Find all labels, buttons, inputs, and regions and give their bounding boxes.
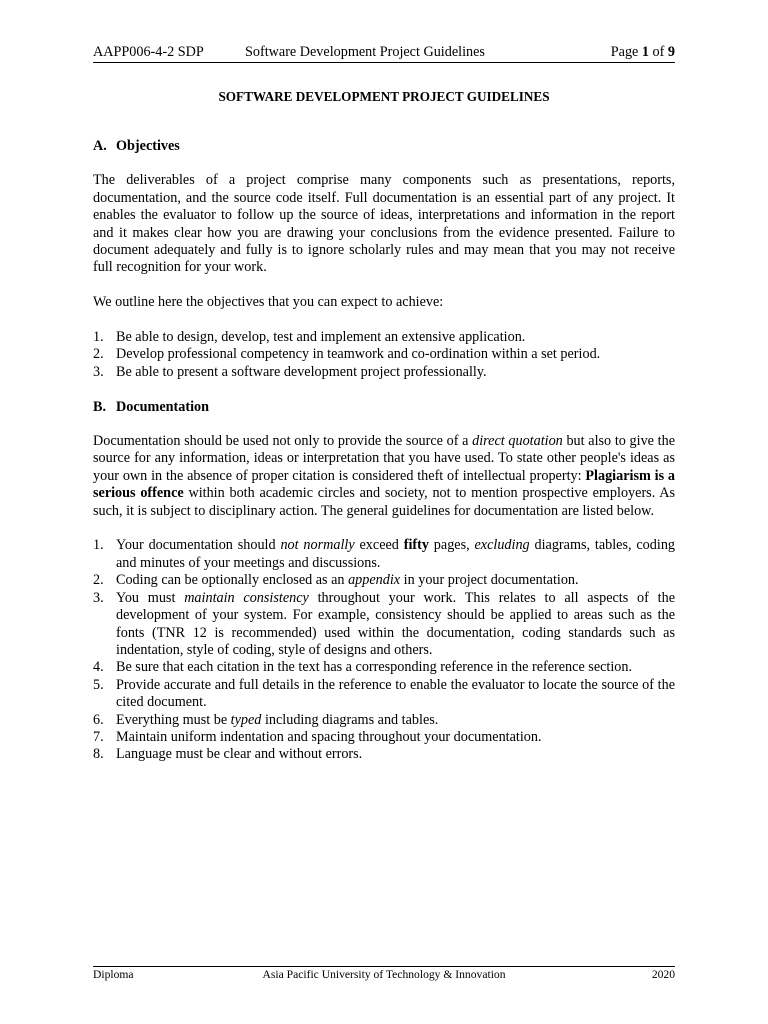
page-footer (93, 966, 675, 982)
section-a-heading: A. Objectives (93, 138, 180, 154)
document-title: SOFTWARE DEVELOPMENT PROJECT GUIDELINES (218, 89, 550, 104)
list-item: 3. You must maintain consistency throughout your work. This relates to all aspects of the development of your system. For example, consistency should be applied to areas such as the fonts (TNR 12 is recommended) used within the documentation, coding standards such as indentation, style of coding, style of designs and others. (93, 589, 675, 658)
objectives-list (93, 329, 675, 381)
header-title: Software Development Project Guidelines (245, 44, 485, 60)
list-item: 1. Your documentation should not normally exceed fifty pages, excluding diagrams, tables, coding and minutes of your meetings and discussions. (93, 537, 676, 571)
page-indicator: Page 1 of 9 (610, 44, 675, 60)
list-item: 5. Provide accurate and full details in the reference to enable the evaluator to locate the source of the cited document. (93, 676, 675, 711)
list-item: 4. Be sure that each citation in the text has a corresponding reference in the reference section. (93, 659, 633, 676)
page-header (93, 43, 675, 63)
footer-institution: Asia Pacific University of Technology & Innovation (262, 968, 506, 981)
list-item: 6. Everything must be typed including diagrams and tables. (93, 711, 439, 728)
list-item: 1. Be able to design, develop, test and implement an extensive application. (93, 329, 526, 346)
list-item: 2. Coding can be optionally enclosed as an appendix in your project documentation. (93, 572, 579, 589)
documentation-guidelines-list (93, 537, 675, 763)
section-a-paragraph-2: We outline here the objectives that you can expect to achieve: (93, 294, 444, 311)
list-item: 3. Be able to present a software development project professionally. (93, 363, 487, 380)
section-a-paragraph-1: The deliverables of a project comprise many components such as presentations, reports, documentation, and the source code itself. Full documentation is an essential part of any project. It enables the evaluator to follow up the source of ideas, interpretations and information in the report and it makes clear how you are drawing your conclusions from the evidence presented. Failure to document adequately and fully is to ignore scholarly rules and may mean that you may not receive full recognition for your work. (93, 172, 675, 276)
course-code: AAPP006-4-2 SDP (93, 44, 204, 60)
section-b-heading: B. Documentation (93, 398, 210, 415)
footer-year: 2020 (651, 968, 675, 981)
list-item: 8. Language must be clear and without errors. (93, 746, 363, 763)
list-item: 7. Maintain uniform indentation and spacing throughout your documentation. (93, 728, 542, 745)
list-item: 2. Develop professional competency in teamwork and co-ordination within a set period. (93, 346, 601, 363)
section-b-paragraph-1: Documentation should be used not only to provide the source of a direct quotation but also to give the source for any information, ideas or interpretation that you have used. To state other people's ideas as your own in the absence of proper citation is considered theft of intellectual property: Plagiarism is a serious offence within both academic circles and society, not to mention prospective employers. As such, it is subject to disciplinary action. The general guidelines for documentation are listed below. (93, 433, 676, 519)
document-body (93, 138, 675, 781)
footer-program: Diploma (93, 968, 134, 981)
